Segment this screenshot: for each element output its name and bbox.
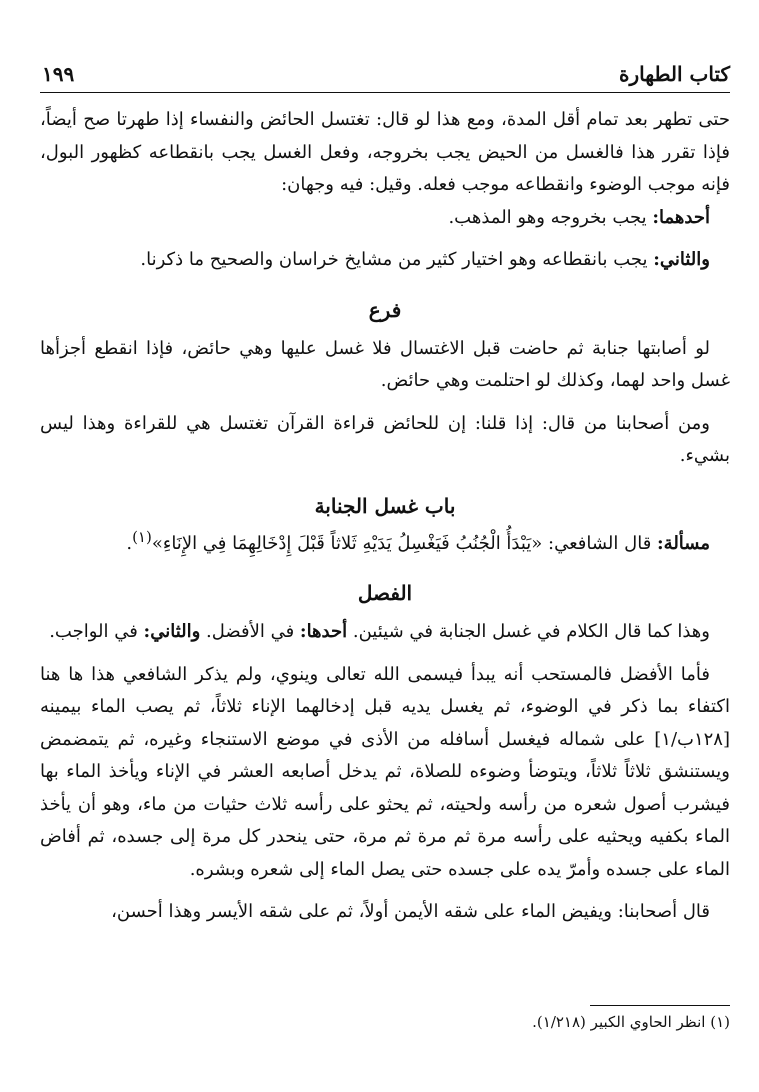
- paragraph-6: [40, 616, 730, 649]
- book-page: [40, 0, 730, 1092]
- paragraph-8: قال أصحابنا: ويفيض الماء على شقه الأيمن أولاً، ثم على شقه الأيسر وهذا أحسن،: [111, 901, 710, 922]
- paragraph-text: يجب بانقطاعه وهو اختيار كثير من مشايخ خراسان والصحيح ما ذكرنا.: [140, 249, 654, 270]
- term-label: أحدهما:: [652, 206, 710, 228]
- paragraph-2: [40, 202, 730, 235]
- term-label: والثاني:: [143, 621, 201, 642]
- running-title: كتاب الطهارة: [619, 62, 730, 86]
- masala-label: مسألة:: [657, 532, 710, 554]
- chapter-heading: باب غسل الجنابة: [314, 493, 456, 518]
- section-heading-far: فرع: [368, 297, 402, 322]
- footnote: (١) انظر الحاوي الكبير (١/٢١٨).: [532, 1013, 730, 1031]
- paragraph-text: في الأفضل.: [200, 621, 300, 642]
- page-number: ١٩٩: [42, 62, 75, 86]
- paragraph-text: في الواجب.: [49, 621, 144, 642]
- masala-paragraph: [40, 521, 730, 561]
- header-rule: [40, 92, 730, 93]
- footnote-rule: [590, 1005, 730, 1006]
- footnote-ref: (١): [132, 527, 152, 546]
- paragraph-3: [40, 244, 730, 277]
- paragraph-7: فأما الأفضل فالمستحب أنه يبدأ فيسمى الله تعالى وينوي، ولم يذكر الشافعي هذا ها هنا اكتفاء بما ذكر في الوضوء، ثم يغسل يديه قبل إدخالهما الإناء ثلاثاً، ثم يصب الماء بيمينه [١٢٨ب/١] على شماله فيغسل أسافله من الأذى في موضع الاستنجاء وغيره، ثم يتمضمض ويستنشق ثلاثاً ثلاثاً، ويتوضأ وضوءه للصلاة، ثم يدخل أصابعه العشر في الإناء ويأخذ الماء بها فيشرب أصول شعره من رأسه ولحيته، ثم يحثو على رأسه ثلاث حثيات من ماء، وهو أن يأخذ الماء بكفيه ويحثيه على رأسه مرة ثم مرة ثم مرة، حتى ينحدر كل مرة إلى جسده، ثم أفاض الماء على جسده وأمرّ يده على جسده حتى يصل الماء إلى شعره وبشره.: [40, 663, 730, 880]
- page-body: [40, 104, 730, 929]
- term-label: والثاني:: [653, 249, 710, 270]
- paragraph-5: ومن أصحابنا من قال: إذا قلنا: إن للحائض قراءة القرآن تغتسل هي للقراءة وهذا ليس بشيء.: [40, 412, 730, 466]
- paragraph-text: يجب بخروجه وهو المذهب.: [448, 206, 653, 228]
- paragraph-text: وهذا كما قال الكلام في غسل الجنابة في شيئين.: [347, 621, 710, 642]
- section-heading-fasl: الفصل: [357, 581, 413, 605]
- paragraph-4: لو أصابتها جنابة ثم حاضت قبل الاغتسال فلا غسل عليها وهي حائض، فإذا انقطع أجزأها غسل واحد لهما، وكذلك لو احتلمت وهي حائض.: [40, 337, 730, 391]
- masala-end: .: [126, 532, 133, 554]
- masala-text: قال الشافعي: «يَبْدَأُ الْجُنُبُ فَيَغْسِلُ يَدَيْهِ ثَلاثاً قَبْلَ إِدْخَالِهِمَا فِي الإِنَاءِ»: [151, 532, 658, 554]
- page-header: [40, 62, 730, 92]
- term-label: أحدها:: [299, 621, 348, 642]
- paragraph-1: حتى تطهر بعد تمام أقل المدة، ومع هذا لو قال: تغتسل الحائض والنفساء إذا طهرتا صح أيضاً، فإذا تقرر هذا فالغسل من الحيض يجب بخروجه، وفعل الغسل يجب بانقطاعه كظهور البول، فإنه موجب الوضوء وانقطاعه موجب فعله. وقيل: فيه وجهان:: [40, 109, 730, 195]
